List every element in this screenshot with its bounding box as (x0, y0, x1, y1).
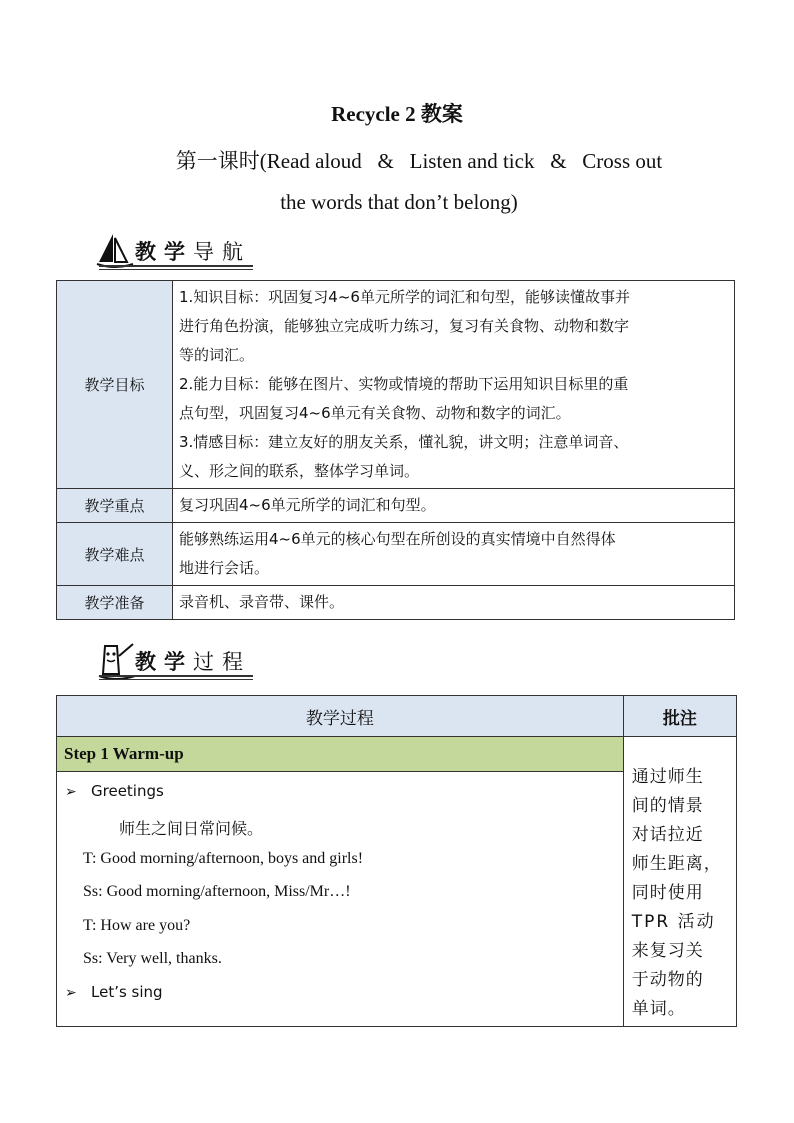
overview-label: 教学难点 (57, 523, 173, 586)
process-header-note: 批注 (623, 696, 736, 737)
dialogue-line: T: Good morning/afternoon, boys and girls! (83, 850, 364, 867)
overview-value: 录音机、录音带、课件。 (173, 586, 735, 620)
overview-value: 能够熟练运用4~6单元的核心句型在所创设的真实情境中自然得体 地进行会话。 (173, 523, 735, 586)
overview-row-preparation (57, 586, 735, 620)
page-title: Recycle 2 教案 (331, 102, 463, 126)
process-step-row (57, 737, 737, 772)
teaching-guide-banner: 教学导航 (95, 230, 275, 272)
process-header-row (57, 696, 737, 737)
process-table (56, 695, 737, 1027)
overview-value: 1.知识目标：巩固复习4~6单元所学的词汇和句型，能够读懂故事并 进行角色扮演，能够独立完成听力练习，复习有关食物、动物和数字 等的词汇。 2.能力目标：能够在图片、实物或情境的帮助下运用知识目标里的重 点句型，巩固复习4~6单元有关食物、动物和数字的词汇。 3.情感目标：建立友好的朋友关系，懂礼貌，讲文明；注意单词音、 义、形之间的联系，整体学习单词。 (173, 281, 735, 489)
dialogue-line: T: How are you? (83, 917, 191, 934)
overview-table (56, 280, 735, 620)
overview-row-objectives (57, 281, 735, 489)
arrow-bullet-icon: ➢ (65, 985, 77, 1001)
lesson-subtitle-line-1: 第一课时(Read aloud & Listen and tick & Cross out (175, 149, 663, 173)
arrow-bullet-icon: ➢ (65, 784, 77, 800)
teaching-process-banner: 教学过程 (95, 640, 275, 682)
dialogue-line: Ss: Very well, thanks. (83, 950, 222, 967)
overview-label: 教学重点 (57, 489, 173, 523)
sailboat-icon (95, 230, 135, 270)
lesson-subtitle-line-2: the words that don’t belong) (280, 190, 518, 214)
overview-row-key-points (57, 489, 735, 523)
step-title: Step 1 Warm-up (57, 737, 624, 772)
overview-label: 教学目标 (57, 281, 173, 489)
process-body (57, 772, 624, 1027)
overview-label: 教学准备 (57, 586, 173, 620)
process-header-main: 教学过程 (57, 696, 624, 737)
process-note: 通过师生 间的情景 对话拉近 师生距离， 同时使用 TPR 活动 来复习关 于动物的 单词。 (623, 737, 736, 1027)
overview-row-difficulties (57, 523, 735, 586)
overview-value: 复习巩固4~6单元所学的词汇和句型。 (173, 489, 735, 523)
bullet-greetings: ➢ Greetings (65, 782, 164, 800)
bullet-lets-sing: ➢ Let’s sing (65, 983, 163, 1001)
dialogue-line: Ss: Good morning/afternoon, Miss/Mr…! (83, 883, 351, 900)
greetings-description: 师生之间日常问候。 (119, 819, 264, 838)
